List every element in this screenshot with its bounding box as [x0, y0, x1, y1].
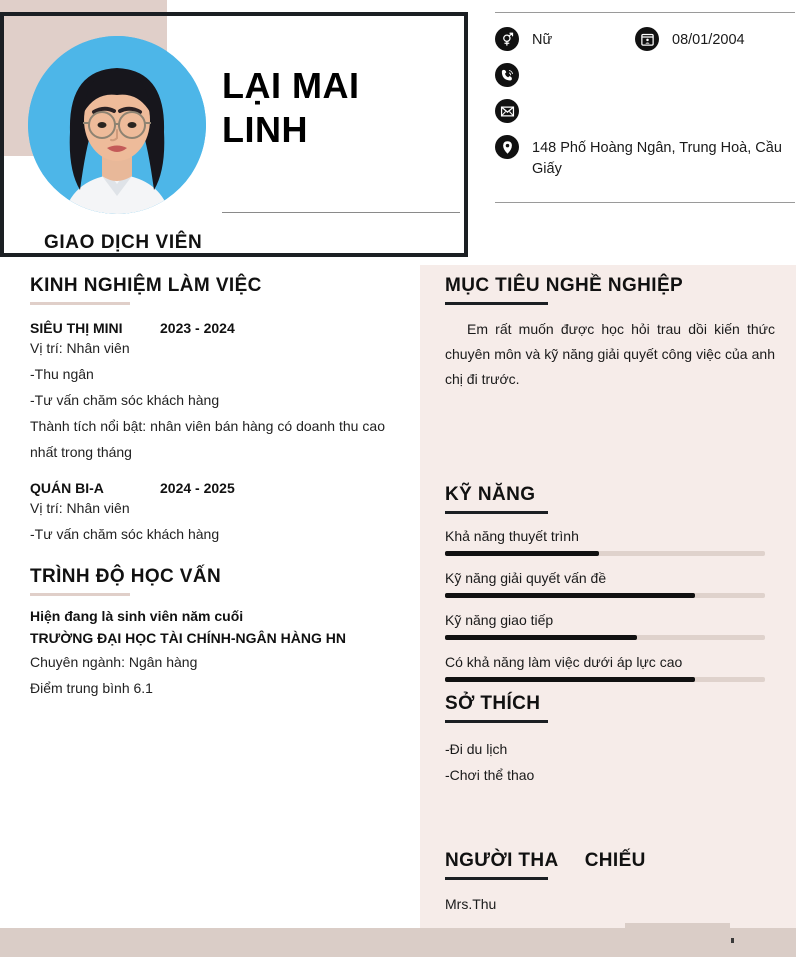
objective-title: MỤC TIÊU NGHỀ NGHIỆP	[445, 275, 684, 296]
references-title-part1: NGƯỜI THA	[445, 850, 559, 871]
experience-title-underline	[30, 302, 130, 305]
skill-bar-fill	[445, 677, 695, 682]
hobby-item: -Chơi thể thao	[445, 766, 535, 783]
header-box	[0, 12, 468, 257]
name-divider	[222, 212, 460, 213]
bottom-bar	[0, 928, 796, 957]
experience-title: KINH NGHIỆM LÀM VIỆC	[30, 275, 262, 296]
gender-icon	[495, 27, 519, 51]
education-school: TRƯỜNG ĐẠI HỌC TÀI CHÍNH-NGÂN HÀNG HN	[30, 629, 346, 646]
education-title-underline	[30, 593, 130, 596]
skill-bar-fill	[445, 635, 637, 640]
section-hobbies	[445, 693, 775, 789]
location-pin-icon	[495, 135, 519, 159]
address-value: 148 Phố Hoàng Ngân, Trung Hoà, Cầu Giấy	[532, 140, 782, 178]
page-title: LẠI MAI LINH	[222, 65, 360, 150]
experience-org: QUÁN BI-A	[30, 480, 104, 497]
avatar	[28, 36, 206, 214]
skill-bar-fill	[445, 593, 695, 598]
objective-text: Em rất muốn được học hỏi trau dồi kiến thức chuyên môn và kỹ năng giải quyết công việc của anh chị đi trước.	[445, 321, 775, 387]
skill-bar-track	[445, 551, 765, 556]
section-experience	[30, 275, 385, 548]
left-column	[30, 275, 385, 701]
hobbies-title-underline	[445, 720, 548, 723]
gender-value: Nữ	[532, 32, 553, 48]
skill-item	[445, 654, 775, 682]
dob-value: 08/01/2004	[672, 32, 745, 48]
contact-item-gender	[495, 27, 635, 51]
experience-line: Vị trí: Nhân viên	[30, 340, 130, 356]
skills-title-underline	[445, 511, 548, 514]
experience-years: 2023 - 2024	[160, 320, 235, 336]
experience-years: 2024 - 2025	[160, 480, 235, 497]
references-title-part2: CHIẾU	[584, 850, 646, 871]
envelope-icon	[495, 99, 519, 123]
skill-item	[445, 528, 775, 556]
experience-org: SIÊU THỊ MINI	[30, 320, 123, 336]
phone-icon	[495, 63, 519, 87]
skill-item	[445, 612, 775, 640]
job-title: GIAO DỊCH VIÊN	[44, 232, 203, 253]
experience-line: -Tư vấn chăm sóc khách hàng	[30, 391, 220, 408]
section-references	[445, 850, 775, 912]
contact-item-email[interactable]	[495, 99, 795, 123]
contact-panel	[495, 12, 795, 203]
contact-bottom-divider	[495, 202, 795, 203]
section-objective	[445, 275, 775, 392]
skill-bar-track	[445, 677, 765, 682]
skill-label: Kỹ năng giao tiếp	[445, 612, 554, 628]
experience-line: -Tư vấn chăm sóc khách hàng	[30, 526, 220, 543]
education-status: Hiện đang là sinh viên năm cuối	[30, 608, 244, 625]
objective-title-underline	[445, 302, 548, 305]
experience-item	[30, 320, 385, 465]
skill-bar-track	[445, 593, 765, 598]
section-education	[30, 566, 385, 701]
education-gpa: Điểm trung bình 6.1	[30, 679, 153, 696]
skill-bar-track	[445, 635, 765, 640]
education-title: TRÌNH ĐỘ HỌC VẤN	[30, 566, 222, 588]
section-skills	[445, 484, 775, 682]
contact-item-dob	[635, 27, 745, 51]
contact-item-address	[495, 135, 795, 180]
hobby-item: -Đi du lịch	[445, 741, 508, 757]
reference-name: Mrs.Thu	[445, 896, 497, 912]
education-major: Chuyên ngành: Ngân hàng	[30, 653, 198, 670]
experience-line: -Thu ngân	[30, 365, 94, 382]
skills-title: KỸ NĂNG	[445, 484, 536, 505]
hobbies-title: SỞ THÍCH	[445, 693, 541, 714]
contact-row-gender-dob	[495, 27, 795, 51]
experience-line: Vị trí: Nhân viên	[30, 500, 130, 517]
skill-label: Kỹ năng giải quyết vấn đề	[445, 570, 607, 586]
contact-item-phone[interactable]	[495, 63, 795, 87]
skill-bar-fill	[445, 551, 599, 556]
skill-label: Có khả năng làm việc dưới áp lực cao	[445, 654, 683, 670]
experience-highlight: Thành tích nổi bật: nhân viên bán hàng có doanh thu cao nhất trong tháng	[30, 417, 385, 460]
skill-item	[445, 570, 775, 598]
experience-item	[30, 480, 385, 548]
id-card-icon	[635, 27, 659, 51]
bottom-marker-dot	[731, 938, 734, 943]
skill-label: Khả năng thuyết trình	[445, 528, 579, 544]
references-title-underline	[445, 877, 548, 880]
